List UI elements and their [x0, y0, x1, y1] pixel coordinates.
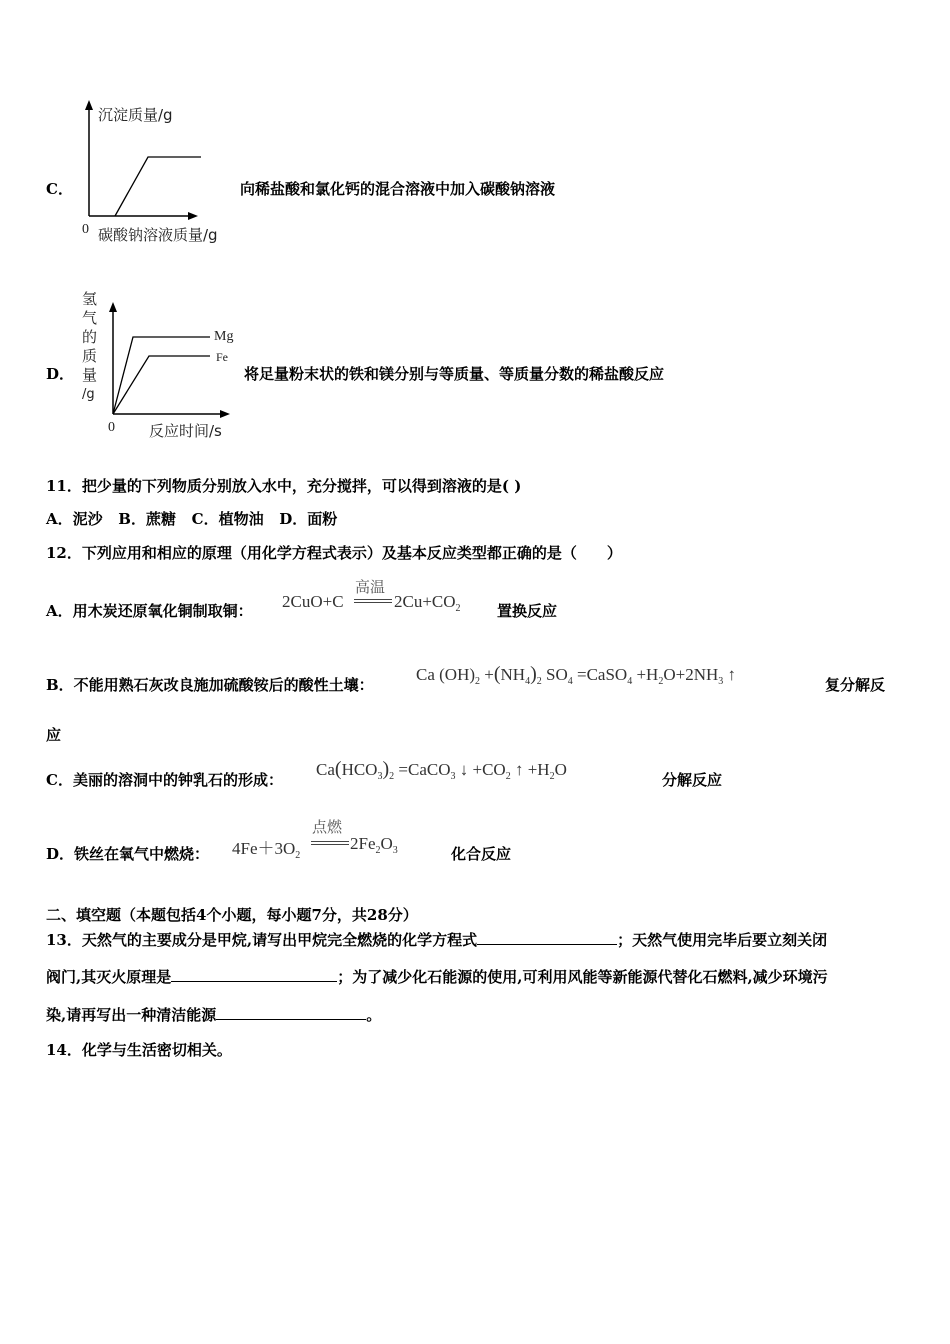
- q12-d-text: D．铁丝在氧气中燃烧：: [46, 845, 210, 863]
- q10-option-d-label: D．: [46, 365, 75, 383]
- graph-d-fe-legend: Fe: [216, 350, 228, 364]
- graph-c-y-axis-label: 沉淀质量/g: [98, 106, 173, 124]
- q12-d-lhs: $4Fe+3O_2$: [232, 839, 301, 861]
- q14-stem: 14．化学与生活密切相关。: [46, 1041, 232, 1059]
- q12-a-equals: [354, 599, 392, 603]
- graph-d-x-arrow: [220, 410, 230, 418]
- graph-d-fe-curve: [113, 356, 210, 414]
- q10-option-c-label: C．: [46, 180, 73, 198]
- q12-d-type: 化合反应: [451, 845, 512, 863]
- q12-c-type: 分解反应: [662, 771, 723, 789]
- q12-b-text: B．不能用熟石灰改良施加硫酸铵后的酸性土壤：: [46, 676, 374, 694]
- q12-b-equation: Ca $(OH)_2 +(NH_4)_2$ $SO_4$ =CaSO$_4$ $+H_2O+2NH_3$ ↑: [416, 663, 736, 687]
- q13-blank-3[interactable]: [216, 1005, 366, 1020]
- q10-option-d-desc: 将足量粉末状的铁和镁分别与等质量、等质量分数的稀盐酸反应: [244, 365, 665, 383]
- q12-d-condition: 点燃: [312, 818, 343, 836]
- section-2-heading: 二、填空题（本题包括4个小题，每小题7分，共28分）: [46, 906, 418, 924]
- graph-d-x-axis-label: 反应时间/s: [149, 422, 222, 440]
- q12-stem: 12．下列应用和相应的原理（用化学方程式表示）及基本反应类型都正确的是（ ）: [46, 544, 622, 562]
- graph-c-curve: [115, 157, 201, 216]
- q10-option-c-desc: 向稀盐酸和氯化钙的混合溶液中加入碳酸钠溶液: [240, 180, 556, 198]
- q12-a-rhs: $2Cu+CO_2$: [394, 592, 461, 614]
- q13-line-1: 13．天然气的主要成分是甲烷,请写出甲烷完全燃烧的化学方程式 ；天然气使用完毕后要立刻关闭: [46, 931, 828, 949]
- graph-c-x-arrow: [188, 212, 198, 220]
- graph-d: [109, 302, 230, 418]
- q12-d-rhs: $2Fe_2O_3$: [350, 834, 398, 856]
- graph-c-y-arrow: [85, 100, 93, 110]
- q12-c-equation: $Ca(HCO_3)_2$ =CaCO$_3$ ↓ $+CO_2$ ↑ $+H_2O$: [316, 758, 567, 782]
- graph-d-mg-curve: [113, 337, 210, 414]
- q11-options: A．泥沙 B．蔗糖 C．植物油 D．面粉: [46, 510, 338, 528]
- graph-d-y-axis-label: 氢 气 的 质 量 /g: [82, 290, 98, 402]
- q12-a-lhs: 2CuO+C: [282, 592, 344, 611]
- q12-b-type-wrap: 应: [46, 726, 62, 744]
- graph-c-origin: 0: [82, 222, 89, 237]
- q13-blank-1[interactable]: [477, 930, 617, 945]
- q11-stem: 11．把少量的下列物质分别放入水中，充分搅拌，可以得到溶液的是( ): [46, 477, 522, 495]
- q12-b-type: 复分解反: [825, 676, 886, 694]
- q12-a-text: A．用木炭还原氧化铜制取铜：: [46, 602, 253, 620]
- q13-line-3: 染,请再写出一种清洁能源 。: [46, 1006, 382, 1024]
- q12-d-equals: [311, 841, 349, 845]
- q12-c-text: C．美丽的溶洞中的钟乳石的形成：: [46, 771, 283, 789]
- graph-d-mg-legend: Mg: [214, 329, 234, 344]
- graph-d-y-arrow: [109, 302, 117, 312]
- q12-a-condition: 高温: [355, 578, 386, 596]
- q13-line-2: 阀门,其灭火原理是 ；为了减少化石能源的使用,可利用风能等新能源代替化石燃料,减少环境污: [46, 968, 828, 986]
- q12-a-type: 置换反应: [497, 602, 558, 620]
- graph-c-x-axis-label: 碳酸钠溶液质量/g: [98, 226, 218, 244]
- q13-blank-2[interactable]: [171, 967, 337, 982]
- graph-d-origin: 0: [108, 420, 115, 435]
